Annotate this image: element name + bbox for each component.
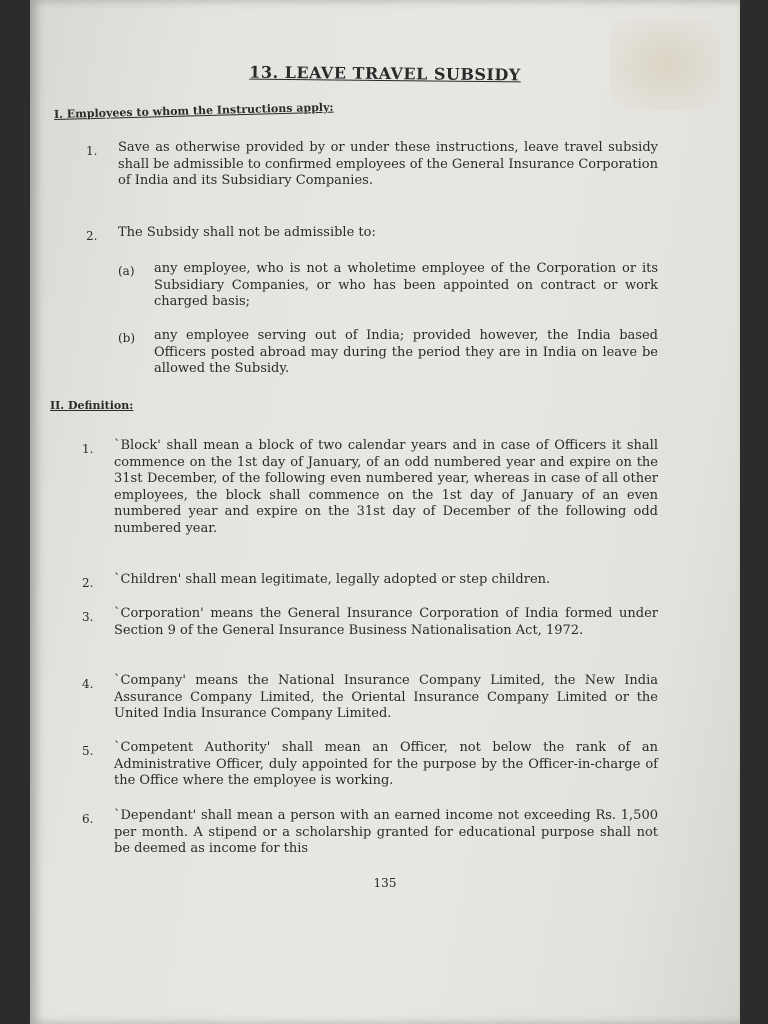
section-heading-employees: I. Employees to whom the Instructions apply: xyxy=(53,100,334,121)
page-number: 135 xyxy=(373,876,397,890)
paragraph: The Subsidy shall not be admissible to: xyxy=(118,225,376,240)
item-number: 6. xyxy=(82,812,94,826)
item-number: 2. xyxy=(82,576,94,590)
item-number: 1. xyxy=(82,442,94,456)
paper-stain xyxy=(610,20,720,110)
paragraph: any employee serving out of India; provided however, the India based Officers posted abroad may during the period they are in India on leave be allowed the Subsidy. xyxy=(154,328,658,376)
paragraph: any employee, who is not a wholetime employee of the Corporation or its Subsidiary Companies, or who has been appointed on contract or work charged basis; xyxy=(154,261,658,309)
item-number: 2. xyxy=(86,229,98,243)
item-number: 5. xyxy=(82,744,94,758)
paragraph: `Company' means the National Insurance Company Limited, the New India Assurance Company Limited, the Oriental Insurance Company Limited or the United India Insurance Company Limited. xyxy=(114,673,658,721)
paragraph: Save as otherwise provided by or under these instructions, leave travel subsidy shall be admissible to confirmed employees of the General Insurance Corporation of India and its Subsidiary Companies. xyxy=(118,140,658,188)
paragraph: `Competent Authority' shall mean an Officer, not below the rank of an Administrative Officer, duly appointed for the purpose by the Officer-in-charge of the Office where the employee is working. xyxy=(114,740,658,788)
paragraph: `Dependant' shall mean a person with an earned income not exceeding Rs. 1,500 per month. A stipend or a scholarship granted for educational purpose shall not be deemed as income for this xyxy=(114,808,658,856)
subitem-label: (b) xyxy=(118,331,136,345)
paragraph: `Corporation' means the General Insurance Corporation of India formed under Section 9 of the General Insurance Business Nationalisation Act, 1972. xyxy=(114,606,658,638)
item-number: 3. xyxy=(82,610,94,624)
item-number: 1. xyxy=(86,144,98,158)
section-heading-definition: II. Definition: xyxy=(50,399,134,412)
item-number: 4. xyxy=(82,677,94,691)
paragraph: `Block' shall mean a block of two calendar years and in case of Officers it shall commence on the 1st day of January, of an odd numbered year and expire on the 31st December, of the following even numbered year, whereas in case of all other employees, the block shall commence on the 1st day of January of an even numbered year and expire on the 31st day of December of the following odd numbered year. xyxy=(114,438,658,536)
document-page xyxy=(30,0,740,1024)
paragraph: `Children' shall mean legitimate, legally adopted or step children. xyxy=(114,572,551,587)
subitem-label: (a) xyxy=(118,264,135,278)
document-title: 13. LEAVE TRAVEL SUBSIDY xyxy=(249,62,521,85)
